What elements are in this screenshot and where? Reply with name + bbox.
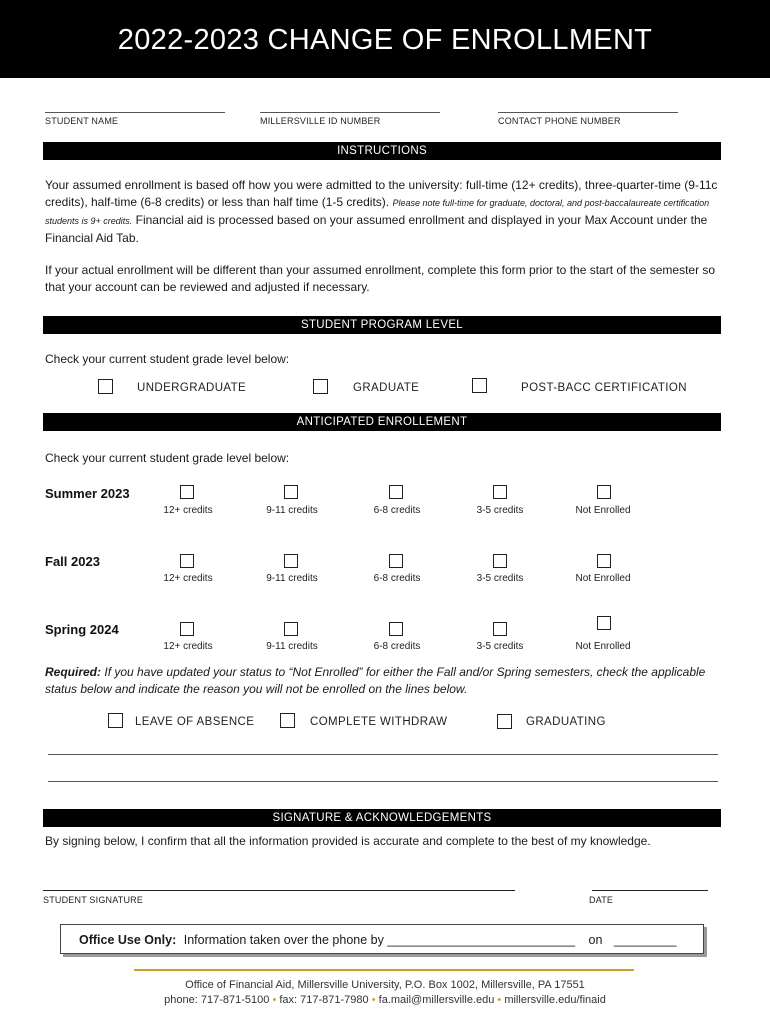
term-fall-2023: Fall 2023 [45, 554, 100, 569]
spring-3-5-checkbox[interactable] [493, 622, 507, 636]
instructions-note: Please note full-time for graduate, doctoral, and post-baccalaureate certification students is 9+ credits. [45, 198, 710, 226]
summer-3-5-checkbox[interactable] [493, 485, 507, 499]
summer-6-8-label: 6-8 credits [373, 505, 421, 516]
footer-phone: phone: 717-871-5100 [164, 994, 270, 1006]
date-label: DATE [589, 895, 614, 905]
spring-6-8-checkbox[interactable] [389, 622, 403, 636]
phone-field[interactable] [498, 112, 678, 113]
instructions-text-a: Your assumed enrollment is based off how you were admitted to the university: full-time (12+ credits), three-quarter-time (9-11c credits), half-time (6-8 credits) or less than half time (1-5 credits). [45, 178, 718, 209]
instructions-paragraph-1 [45, 177, 720, 247]
complete-withdraw-label: COMPLETE WITHDRAW [310, 716, 448, 728]
footer-contact [0, 994, 770, 1006]
leave-of-absence-checkbox[interactable] [108, 713, 123, 728]
fall-3-5-checkbox[interactable] [493, 554, 507, 568]
spring-12plus-checkbox[interactable] [180, 622, 194, 636]
spring-not-enrolled-checkbox[interactable] [597, 616, 611, 630]
enrollment-prompt: Check your current student grade level below: [45, 451, 290, 465]
undergraduate-checkbox[interactable] [98, 379, 113, 394]
office-use-date-blank: _________ [613, 933, 677, 947]
signature-heading: SIGNATURE & ACKNOWLEDGEMENTS [43, 809, 721, 827]
enrollment-heading: ANTICIPATED ENROLLEMENT [43, 413, 721, 431]
footer-website[interactable]: millersville.edu/finaid [504, 994, 606, 1006]
bullet-icon: • [497, 994, 502, 1006]
signature-statement: By signing below, I confirm that all the information provided is accurate and complete to the best of my knowledge. [45, 834, 651, 848]
student-name-label: STUDENT NAME [45, 116, 119, 126]
spring-12plus-label: 12+ credits [163, 641, 213, 652]
program-heading: STUDENT PROGRAM LEVEL [43, 316, 721, 334]
fall-6-8-label: 6-8 credits [373, 573, 421, 584]
graduating-checkbox[interactable] [497, 714, 512, 729]
fall-not-enrolled-label: Not Enrolled [575, 573, 631, 584]
reason-line-2[interactable] [48, 781, 718, 782]
spring-not-enrolled-label: Not Enrolled [575, 641, 631, 652]
complete-withdraw-checkbox[interactable] [280, 713, 295, 728]
footer-divider [134, 969, 634, 971]
required-text: If you have updated your status to “Not Enrolled” for either the Fall and/or Spring semesters, check the applicable status below and indicate the reason you will not be enrolled on the lines below. [45, 665, 706, 696]
fall-12plus-label: 12+ credits [163, 573, 213, 584]
summer-9-11-checkbox[interactable] [284, 485, 298, 499]
office-use-box [60, 924, 704, 954]
spring-6-8-label: 6-8 credits [373, 641, 421, 652]
date-line[interactable] [592, 890, 708, 891]
footer-fax: fax: 717-871-7980 [279, 994, 369, 1006]
graduate-label: GRADUATE [353, 382, 420, 394]
post-bacc-label: POST-BACC CERTIFICATION [521, 382, 687, 394]
id-number-field[interactable] [260, 112, 440, 113]
graduate-checkbox[interactable] [313, 379, 328, 394]
term-summer-2023: Summer 2023 [45, 486, 130, 501]
spring-9-11-label: 9-11 credits [266, 641, 318, 652]
student-name-field[interactable] [45, 112, 225, 113]
summer-12plus-checkbox[interactable] [180, 485, 194, 499]
instructions-paragraph-2: If your actual enrollment will be different than your assumed enrollment, complete this form prior to the start of the semester so that your account can be reviewed and adjusted if necessary. [45, 263, 716, 294]
instructions-text-b: Financial aid is processed based on your assumed enrollment and displayed in your Max Account under the Financial Aid Tab. [45, 213, 708, 245]
office-use-on: on [588, 933, 603, 947]
term-spring-2024: Spring 2024 [45, 622, 119, 637]
fall-3-5-label: 3-5 credits [476, 573, 524, 584]
graduating-label: GRADUATING [526, 716, 606, 728]
student-signature-label: STUDENT SIGNATURE [43, 895, 144, 905]
student-signature-line[interactable] [43, 890, 515, 891]
fall-9-11-label: 9-11 credits [266, 573, 318, 584]
instructions-heading: INSTRUCTIONS [43, 142, 721, 160]
summer-6-8-checkbox[interactable] [389, 485, 403, 499]
summer-not-enrolled-label: Not Enrolled [575, 505, 631, 516]
leave-of-absence-label: LEAVE OF ABSENCE [135, 716, 255, 728]
fall-6-8-checkbox[interactable] [389, 554, 403, 568]
program-prompt: Check your current student grade level below: [45, 352, 290, 366]
footer-email[interactable]: fa.mail@millersville.edu [378, 994, 495, 1006]
required-label: Required: [45, 665, 102, 679]
required-note [45, 664, 720, 698]
summer-not-enrolled-checkbox[interactable] [597, 485, 611, 499]
footer-address: Office of Financial Aid, Millersville University, P.O. Box 1002, Millersville, PA 17551 [185, 979, 585, 991]
post-bacc-checkbox[interactable] [472, 378, 487, 393]
office-use-label: Office Use Only: [79, 933, 177, 947]
spring-9-11-checkbox[interactable] [284, 622, 298, 636]
office-use-text: Information taken over the phone by ___________________________ [183, 933, 576, 947]
fall-12plus-checkbox[interactable] [180, 554, 194, 568]
undergraduate-label: UNDERGRADUATE [137, 382, 247, 394]
page-title: 2022-2023 CHANGE OF ENROLLMENT [0, 0, 770, 78]
spring-3-5-label: 3-5 credits [476, 641, 524, 652]
bullet-icon: • [272, 994, 277, 1006]
fall-not-enrolled-checkbox[interactable] [597, 554, 611, 568]
fall-9-11-checkbox[interactable] [284, 554, 298, 568]
bullet-icon: • [371, 994, 376, 1006]
reason-line-1[interactable] [48, 754, 718, 755]
phone-label: CONTACT PHONE NUMBER [498, 116, 621, 126]
id-number-label: MILLERSVILLE ID NUMBER [260, 116, 381, 126]
summer-3-5-label: 3-5 credits [476, 505, 524, 516]
summer-9-11-label: 9-11 credits [266, 505, 318, 516]
summer-12plus-label: 12+ credits [163, 505, 213, 516]
